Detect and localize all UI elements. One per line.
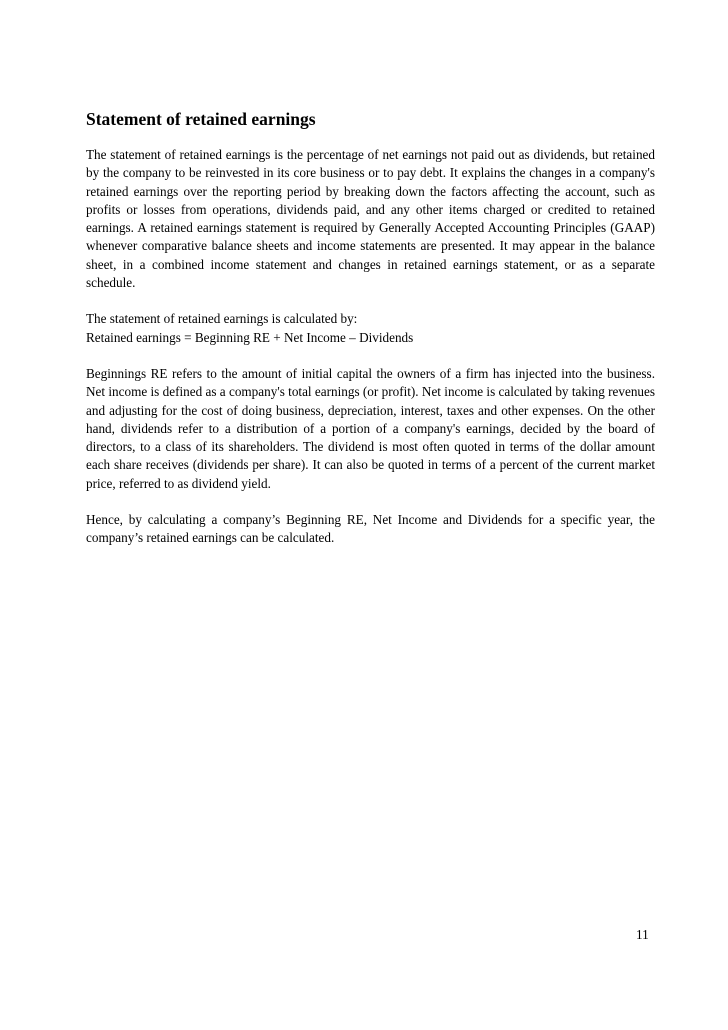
- section-heading: Statement of retained earnings: [86, 109, 316, 129]
- calculation-intro: The statement of retained earnings is calculated by:: [86, 311, 358, 327]
- paragraph-definition: The statement of retained earnings is the percentage of net earnings not paid out as dividends, but retained by the company to be reinvested in its core business or to pay debt. It explains the changes in a company's retained earnings over the reporting period by breaking down the factors affecting the account, such as profits or losses from operations, dividends paid, and any other items charged or credited to retained earnings. A retained earnings statement is required by Generally Accepted Accounting Principles (GAAP) whenever comparative balance sheets and income statements are presented. It may appear in the balance sheet, in a combined income statement and changes in retained earnings statement, or as a separate schedule.: [86, 147, 655, 291]
- page-number: 11: [636, 927, 649, 942]
- paragraph-conclusion: Hence, by calculating a company’s Beginning RE, Net Income and Dividends for a specific year, the company’s retained earnings can be calculated.: [86, 512, 655, 546]
- paragraph-calculation: [86, 310, 655, 347]
- paragraph-components: Beginnings RE refers to the amount of initial capital the owners of a firm has injected into the business. Net income is defined as a company's total earnings (or profit). Net income is calculated by taking revenues and adjusting for the cost of doing business, depreciation, interest, taxes and other expenses. On the other hand, dividends refer to a distribution of a portion of a company's earnings, decided by the board of directors, to a class of its shareholders. The dividend is most often quoted in terms of the dollar amount each share receives (dividends per share). It can also be quoted in terms of a percent of the current market price, referred to as dividend yield.: [86, 365, 655, 491]
- document-body: [86, 108, 655, 566]
- formula: Retained earnings = Beginning RE + Net Income – Dividends: [86, 329, 414, 345]
